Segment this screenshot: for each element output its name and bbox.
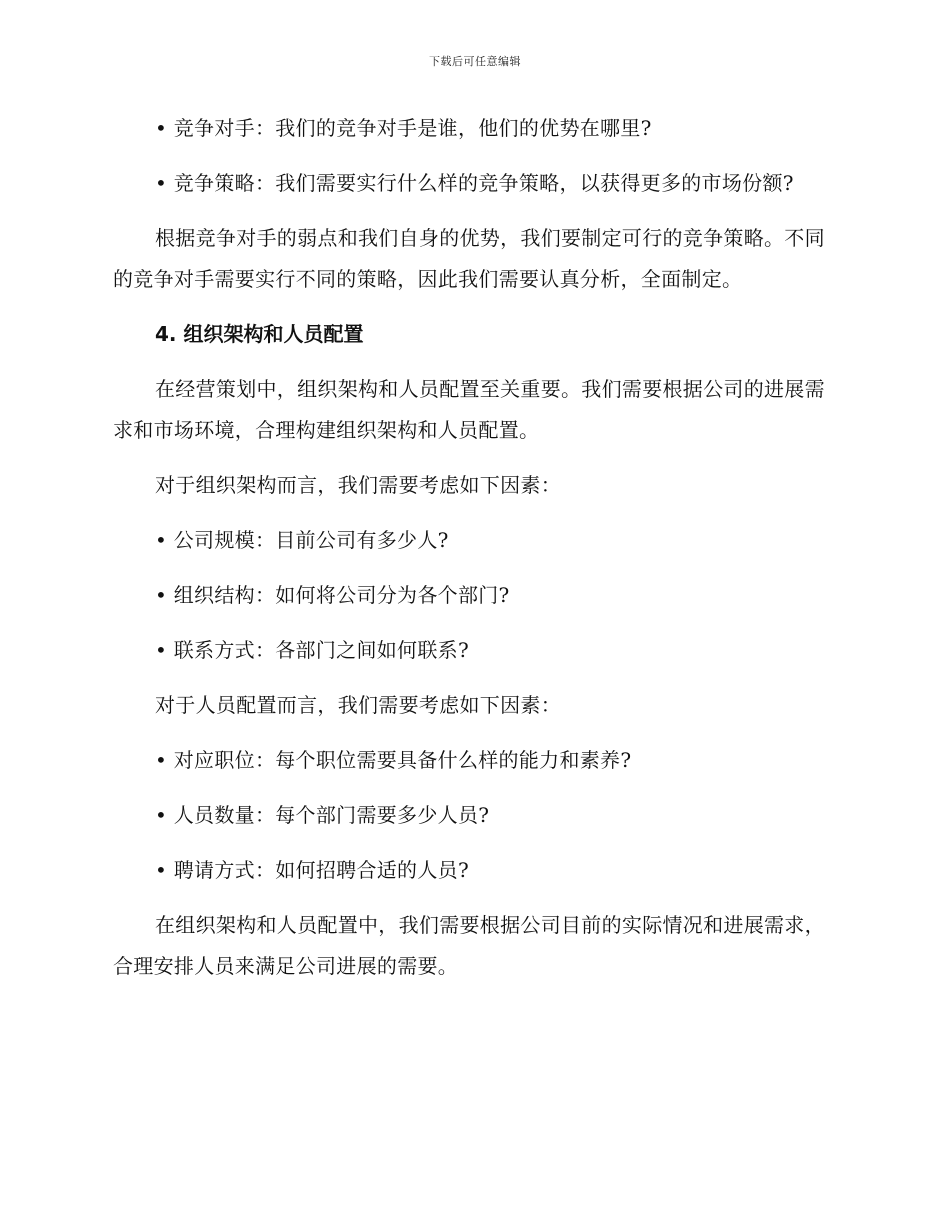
paragraph-strategy-summary: 根据竞争对手的弱点和我们自身的优势，我们要制定可行的竞争策略。不同的竞争对手需要实行不同的策略，因此我们需要认真分析，全面制定。 [113, 226, 825, 291]
bullet-company-size: • 公司规模：目前公司有多少人? [155, 528, 449, 552]
paragraph-org-factors: 对于组织架构而言，我们需要考虑如下因素： [155, 473, 561, 497]
bullet-positions: • 对应职位：每个职位需要具备什么样的能力和素养? [155, 748, 632, 772]
bullet-hiring: • 聘请方式：如何招聘合适的人员? [155, 858, 469, 882]
section-heading-organization: 4. 组织架构和人员配置 [155, 322, 364, 346]
paragraph-staffing-factors: 对于人员配置而言，我们需要考虑如下因素： [155, 693, 561, 717]
paragraph-conclusion: 在组织架构和人员配置中，我们需要根据公司目前的实际情况和进展需求，合理安排人员来满足公司进展的需要。 [113, 913, 825, 978]
bullet-communication: • 联系方式：各部门之间如何联系? [155, 638, 469, 662]
bullet-competitors: • 竞争对手：我们的竞争对手是谁，他们的优势在哪里? [155, 116, 652, 140]
page-header: 下载后可任意编辑 [429, 55, 521, 68]
bullet-competition-strategy: • 竞争策略：我们需要实行什么样的竞争策略，以获得更多的市场份额? [155, 171, 794, 195]
paragraph-organization-intro: 在经营策划中，组织架构和人员配置至关重要。我们需要根据公司的进展需求和市场环境，合理构建组织架构和人员配置。 [113, 377, 825, 442]
bullet-headcount: • 人员数量：每个部门需要多少人员? [155, 803, 490, 827]
document-body [113, 108, 833, 1001]
bullet-org-structure: • 组织结构：如何将公司分为各个部门? [155, 583, 510, 607]
